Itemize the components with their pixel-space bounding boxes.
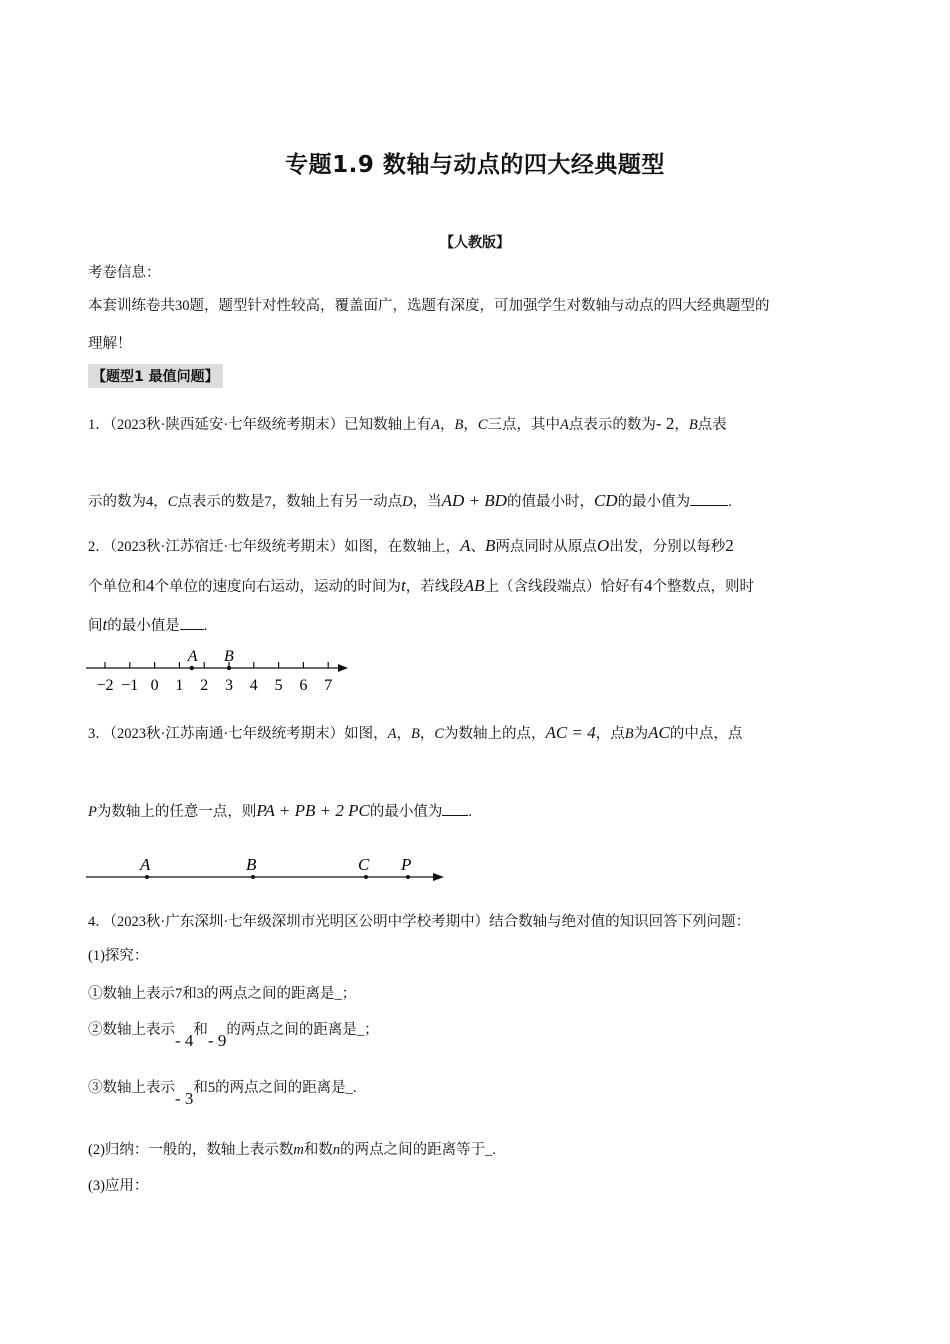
info-heading: 考卷信息： bbox=[88, 265, 161, 281]
tick-label: 4 bbox=[249, 677, 258, 694]
answer-blank[interactable] bbox=[442, 801, 468, 816]
question-2-line-2: 个单位和4个单位的速度向右运动，运动的时间为t，若线段AB上（含线段端点）恰好有4个整数点，则时 bbox=[88, 576, 755, 595]
axis-arrow bbox=[433, 873, 444, 881]
point-p-marker bbox=[406, 875, 410, 879]
answer-blank[interactable] bbox=[690, 491, 728, 506]
question-3-line-1: 3．（2023秋·江苏南通·七年级统考期末）如图，A，B，C为数轴上的点，AC = 4，点B为AC的中点，点 bbox=[88, 723, 743, 742]
point-a-label: A bbox=[140, 855, 151, 874]
number-line-figure-1 bbox=[86, 644, 356, 696]
axis-arrow bbox=[338, 664, 348, 672]
question-1-line-1: 1．（2023秋·陕西延安·七年级统考期末）已知数轴上有A，B，C三点，其中A点表示的数为- 2，B点表 bbox=[88, 414, 727, 433]
page-title: 专题1.9 数轴与动点的四大经典题型 bbox=[285, 152, 665, 178]
tick-label: 7 bbox=[324, 677, 333, 694]
question-4-line-6: (2)归纳：一般的，数轴上表示数m和数n的两点之间的距离等于_. bbox=[88, 1142, 497, 1158]
question-4-line-7: (3)应用： bbox=[88, 1178, 149, 1194]
tick-label: 5 bbox=[274, 677, 283, 694]
point-c-marker bbox=[364, 875, 368, 879]
question-4-line-1: 4．（2023秋·广东深圳·七年级深圳市光明区公明中学校考期中）结合数轴与绝对值的知识回答下列问题： bbox=[88, 914, 751, 930]
info-line-2: 理解！ bbox=[88, 336, 132, 352]
number-line-figure-2 bbox=[86, 850, 448, 888]
edition-label: 【人教版】 bbox=[440, 235, 510, 251]
tick-label: 2 bbox=[200, 677, 209, 694]
point-c-label: C bbox=[358, 855, 370, 874]
answer-blank[interactable] bbox=[180, 615, 204, 630]
point-b-label: B bbox=[224, 648, 234, 665]
point-b-label: B bbox=[246, 855, 257, 874]
tick-label: 1 bbox=[175, 677, 184, 694]
point-a-marker bbox=[145, 875, 149, 879]
tick-label: 0 bbox=[150, 677, 159, 694]
tick-label: 6 bbox=[299, 677, 308, 694]
info-line-1: 本套训练卷共30题，题型针对性较高，覆盖面广，选题有深度，可加强学生对数轴与动点的四大经典题型的 bbox=[88, 298, 770, 314]
question-4-line-2: (1)探究： bbox=[88, 948, 149, 964]
point-a-label: A bbox=[187, 648, 198, 665]
question-4-line-4: ②数轴上表示- 4和- 9的两点之间的距离是_； bbox=[88, 1022, 379, 1050]
point-b-marker bbox=[251, 875, 255, 879]
question-3-line-2: P为数轴上的任意一点，则PA + PB + 2 PC的最小值为 . bbox=[88, 801, 472, 820]
tick-label: 3 bbox=[225, 677, 233, 694]
question-4-line-5: ③数轴上表示- 3和5的两点之间的距离是_. bbox=[88, 1080, 357, 1108]
point-p-label: P bbox=[401, 855, 412, 874]
section-heading-1: 【题型1 最值问题】 bbox=[88, 364, 223, 388]
question-1-line-2: 示的数为4，C点表示的数是7，数轴上有另一动点D，当AD + BD的值最小时，CD的最小值为 . bbox=[88, 491, 732, 510]
question-2-line-3: 间t的最小值是 . bbox=[88, 615, 208, 634]
question-2-line-1: 2．（2023秋·江苏宿迁·七年级统考期末）如图，在数轴上，A、B两点同时从原点O出发，分别以每秒2 bbox=[88, 536, 734, 555]
point-a-marker bbox=[190, 666, 194, 670]
point-b-marker bbox=[227, 666, 231, 670]
tick-label: −2 bbox=[96, 677, 114, 694]
tick-label: −1 bbox=[121, 677, 139, 694]
question-4-line-3: ①数轴上表示7和3的两点之间的距离是_； bbox=[88, 986, 357, 1002]
